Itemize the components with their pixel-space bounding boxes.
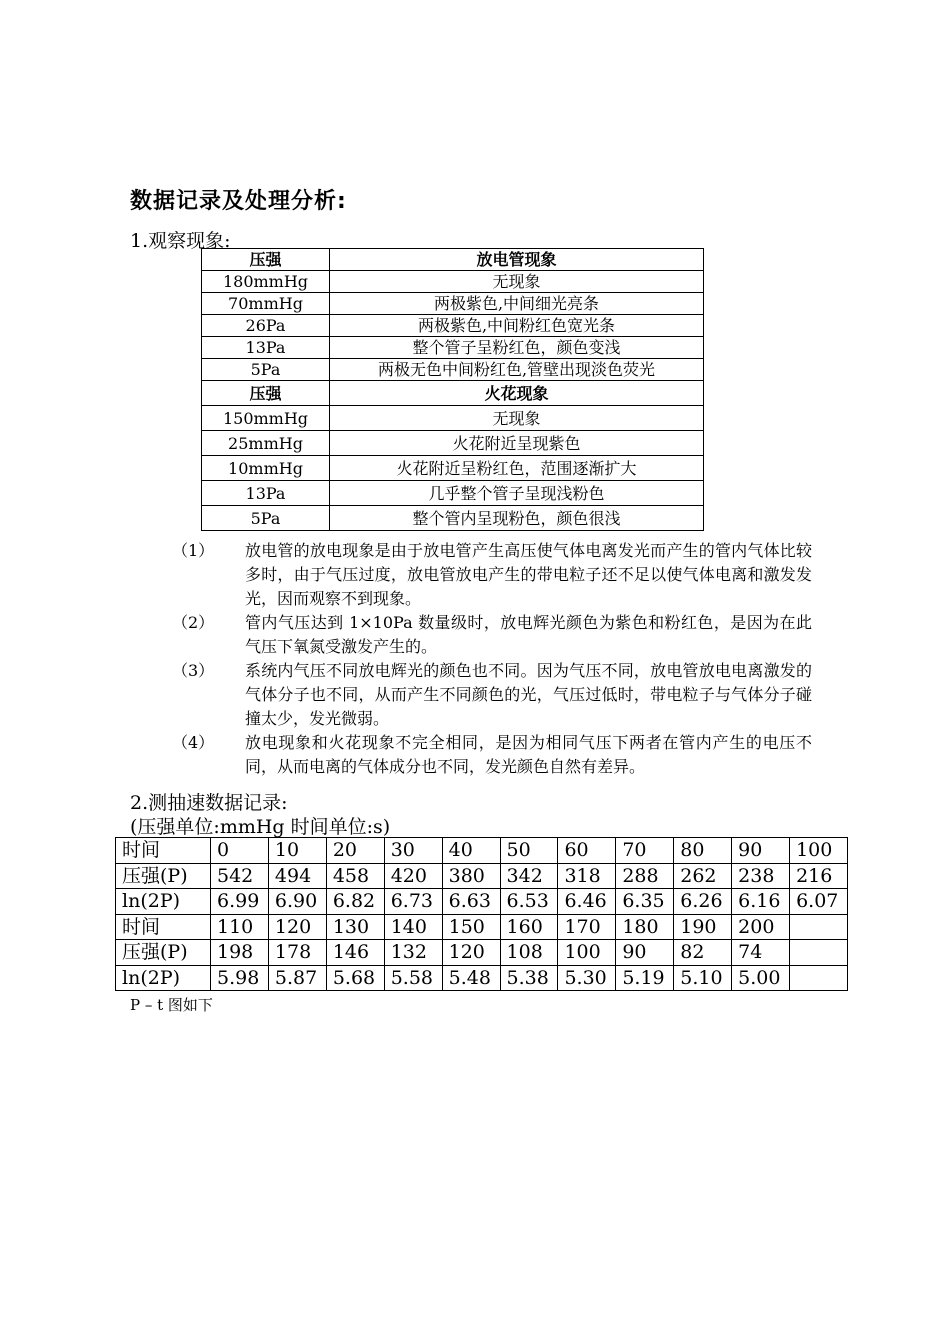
note-text: 放电现象和火花现象不完全相同，是因为相同气压下两者在管内产生的电压不同，从而电离的气体成分也不同，发光颜色自然有差异。 (245, 733, 812, 776)
pump-value-cell: 90 (732, 838, 790, 864)
pump-value-cell: 20 (326, 838, 384, 864)
pump-table-row (116, 965, 848, 991)
pump-value-cell (790, 914, 848, 940)
discharge-row (202, 359, 704, 381)
pump-value-cell: 6.63 (442, 889, 500, 915)
pump-value-cell: 100 (558, 940, 616, 966)
spark-pressure-cell: 10mmHg (202, 456, 330, 481)
pump-value-cell: 82 (674, 940, 732, 966)
pump-table-row (116, 838, 848, 864)
discharge-phenomenon-cell: 两极紫色,中间细光亮条 (330, 293, 704, 315)
spark-phenomenon-cell: 火花附近呈现紫色 (330, 431, 704, 456)
pump-value-cell: 5.10 (674, 965, 732, 991)
pump-value-cell: 120 (442, 940, 500, 966)
pump-value-cell: 180 (616, 914, 674, 940)
pump-value-cell: 80 (674, 838, 732, 864)
discharge-row (202, 271, 704, 293)
pump-value-cell: 120 (268, 914, 326, 940)
pump-value-cell: 6.82 (326, 889, 384, 915)
pump-value-cell: 130 (326, 914, 384, 940)
discharge-pressure-cell: 26Pa (202, 315, 330, 337)
discharge-header-cell: 放电管现象 (330, 249, 704, 271)
discharge-row (202, 293, 704, 315)
pump-value-cell: 30 (384, 838, 442, 864)
pump-value-cell: 6.16 (732, 889, 790, 915)
pump-value-cell: 10 (268, 838, 326, 864)
pump-value-cell: 90 (616, 940, 674, 966)
pump-row-label: 压强(P) (116, 940, 211, 966)
section-heading: 数据记录及处理分析: (130, 189, 347, 214)
note-number: （3） (172, 661, 215, 680)
pump-value-cell: 200 (732, 914, 790, 940)
discharge-pressure-cell: 70mmHg (202, 293, 330, 315)
discharge-row (202, 315, 704, 337)
pump-value-cell: 6.90 (268, 889, 326, 915)
pump-value-cell: 6.73 (384, 889, 442, 915)
pump-table-row (116, 863, 848, 889)
discharge-phenomenon-cell: 两极无色中间粉红色,管壁出现淡色荧光 (330, 359, 704, 381)
discharge-header-cell: 压强 (202, 249, 330, 271)
pump-row-label: 时间 (116, 838, 211, 864)
analysis-note (172, 659, 812, 731)
pump-value-cell: 100 (790, 838, 848, 864)
pump-table-row (116, 940, 848, 966)
observation-table (201, 248, 704, 531)
note-text: 放电管的放电现象是由于放电管产生高压使气体电离发光而产生的管内气体比较多时，由于气压过度，放电管放电产生的带电粒子还不足以使气体电离和激发发光，因而观察不到现象。 (245, 541, 812, 608)
pump-value-cell: 494 (268, 863, 326, 889)
spark-row (202, 406, 704, 431)
pump-value-cell: 70 (616, 838, 674, 864)
spark-header-row (202, 381, 704, 406)
spark-row (202, 481, 704, 506)
analysis-note (172, 611, 812, 659)
section2-title: 2.测抽速数据记录: (130, 792, 288, 814)
spark-phenomenon-cell: 几乎整个管子呈现浅粉色 (330, 481, 704, 506)
discharge-phenomenon-cell: 两极紫色,中间粉红色宽光条 (330, 315, 704, 337)
pump-table-row (116, 889, 848, 915)
pump-value-cell: 146 (326, 940, 384, 966)
pump-value-cell: 262 (674, 863, 732, 889)
spark-phenomenon-cell: 无现象 (330, 406, 704, 431)
pump-value-cell: 458 (326, 863, 384, 889)
pump-value-cell: 160 (500, 914, 558, 940)
pump-value-cell: 6.35 (616, 889, 674, 915)
spark-row (202, 431, 704, 456)
pump-value-cell: 5.30 (558, 965, 616, 991)
pump-value-cell: 5.87 (268, 965, 326, 991)
pump-value-cell: 132 (384, 940, 442, 966)
pump-value-cell: 420 (384, 863, 442, 889)
discharge-row (202, 337, 704, 359)
pump-value-cell: 6.26 (674, 889, 732, 915)
pump-row-label: 压强(P) (116, 863, 211, 889)
pump-value-cell: 170 (558, 914, 616, 940)
pump-value-cell (790, 940, 848, 966)
spark-row (202, 506, 704, 531)
analysis-notes (172, 539, 812, 779)
pump-value-cell: 342 (500, 863, 558, 889)
spark-phenomenon-cell: 整个管内呈现粉色，颜色很浅 (330, 506, 704, 531)
pump-value-cell: 5.38 (500, 965, 558, 991)
pump-value-cell: 60 (558, 838, 616, 864)
note-number: （1） (172, 541, 215, 560)
pump-value-cell: 140 (384, 914, 442, 940)
pump-value-cell: 5.98 (211, 965, 269, 991)
pump-row-label: 时间 (116, 914, 211, 940)
discharge-pressure-cell: 5Pa (202, 359, 330, 381)
pumping-speed-table (115, 837, 848, 991)
pump-value-cell: 5.48 (442, 965, 500, 991)
pump-value-cell: 0 (211, 838, 269, 864)
pump-value-cell: 6.07 (790, 889, 848, 915)
section1-title: 1.观察现象: (130, 230, 231, 252)
spark-header-cell: 压强 (202, 381, 330, 406)
pump-value-cell: 216 (790, 863, 848, 889)
discharge-phenomenon-cell: 整个管子呈粉红色，颜色变浅 (330, 337, 704, 359)
pump-value-cell: 6.46 (558, 889, 616, 915)
pump-value-cell: 542 (211, 863, 269, 889)
spark-phenomenon-cell: 火花附近呈粉红色，范围逐渐扩大 (330, 456, 704, 481)
pump-value-cell (790, 965, 848, 991)
pump-value-cell: 6.99 (211, 889, 269, 915)
note-number: （4） (172, 733, 215, 752)
pump-value-cell: 238 (732, 863, 790, 889)
pump-value-cell: 198 (211, 940, 269, 966)
pump-value-cell: 190 (674, 914, 732, 940)
spark-row (202, 456, 704, 481)
units-note: (压强单位:mmHg 时间单位:s) (130, 816, 391, 838)
pump-table-row (116, 914, 848, 940)
note-number: （2） (172, 613, 215, 632)
pump-value-cell: 318 (558, 863, 616, 889)
discharge-header-row (202, 249, 704, 271)
note-text: 管内气压达到 1×10Pa 数量级时，放电辉光颜色为紫色和粉红色，是因为在此气压下氧氮受激发产生的。 (245, 613, 812, 656)
spark-pressure-cell: 25mmHg (202, 431, 330, 456)
note-text: 系统内气压不同放电辉光的颜色也不同。因为气压不同，放电管放电电离激发的气体分子也不同，从而产生不同颜色的光，气压过低时，带电粒子与气体分子碰撞太少，发光微弱。 (245, 661, 812, 728)
pump-value-cell: 178 (268, 940, 326, 966)
pump-value-cell: 108 (500, 940, 558, 966)
spark-header-cell: 火花现象 (330, 381, 704, 406)
pump-value-cell: 40 (442, 838, 500, 864)
pump-value-cell: 6.53 (500, 889, 558, 915)
analysis-note (172, 539, 812, 611)
pump-row-label: ln(2P) (116, 889, 211, 915)
pump-value-cell: 5.19 (616, 965, 674, 991)
analysis-note (172, 731, 812, 779)
pump-value-cell: 5.58 (384, 965, 442, 991)
pump-value-cell: 5.68 (326, 965, 384, 991)
discharge-pressure-cell: 180mmHg (202, 271, 330, 293)
spark-pressure-cell: 13Pa (202, 481, 330, 506)
spark-pressure-cell: 5Pa (202, 506, 330, 531)
spark-pressure-cell: 150mmHg (202, 406, 330, 431)
discharge-phenomenon-cell: 无现象 (330, 271, 704, 293)
pump-value-cell: 50 (500, 838, 558, 864)
pump-value-cell: 380 (442, 863, 500, 889)
pump-value-cell: 110 (211, 914, 269, 940)
discharge-pressure-cell: 13Pa (202, 337, 330, 359)
pump-row-label: ln(2P) (116, 965, 211, 991)
pump-value-cell: 74 (732, 940, 790, 966)
pump-value-cell: 5.00 (732, 965, 790, 991)
pump-value-cell: 288 (616, 863, 674, 889)
pump-value-cell: 150 (442, 914, 500, 940)
figure-caption: P – t 图如下 (130, 996, 213, 1014)
